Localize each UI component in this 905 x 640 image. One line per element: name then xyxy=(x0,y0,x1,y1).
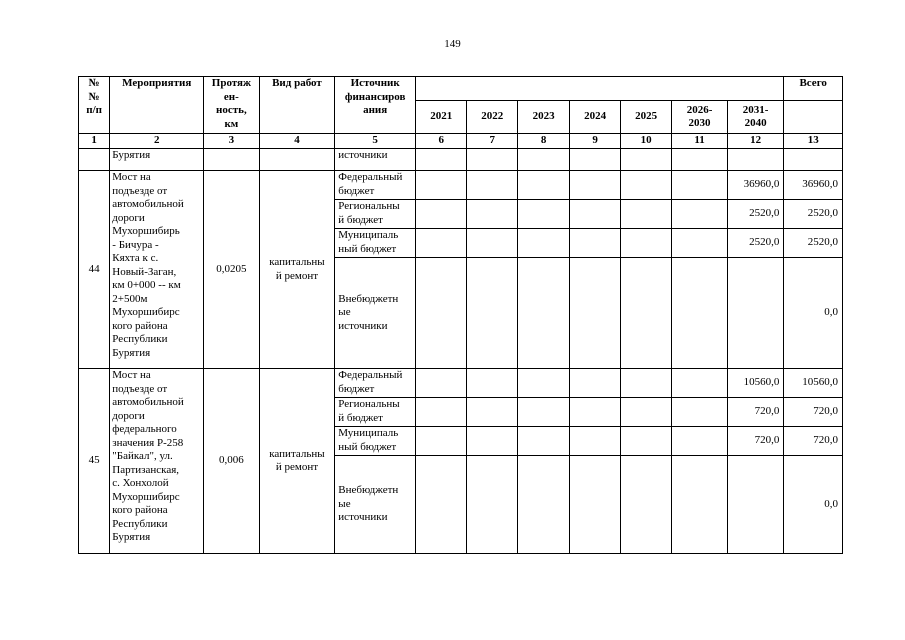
empty-cell xyxy=(517,456,569,554)
header-years-group xyxy=(416,77,784,101)
page-number: 149 xyxy=(444,38,461,50)
value-2031-2040: 720,0 xyxy=(727,427,784,456)
empty-cell xyxy=(620,456,671,554)
source-extrabudgetary: Внебюджетн ые источники xyxy=(335,258,416,369)
column-number: 8 xyxy=(517,134,569,149)
value-total: 2520,0 xyxy=(784,200,843,229)
empty-cell xyxy=(467,398,517,427)
column-number: 13 xyxy=(784,134,843,149)
value-total: 720,0 xyxy=(784,427,843,456)
value-2031-2040 xyxy=(727,456,784,554)
empty-cell xyxy=(416,427,467,456)
empty-cell xyxy=(672,229,728,258)
column-number: 4 xyxy=(259,134,335,149)
empty-cell xyxy=(517,398,569,427)
empty-cell xyxy=(467,171,517,200)
project-num: 45 xyxy=(79,369,110,554)
project-work-type: капитальны й ремонт xyxy=(259,369,335,554)
source-federal: Федеральный бюджет xyxy=(335,369,416,398)
source-regional: Региональны й бюджет xyxy=(335,398,416,427)
column-number: 12 xyxy=(727,134,784,149)
empty-cell xyxy=(620,200,671,229)
table-row xyxy=(79,369,843,398)
empty-cell xyxy=(570,229,620,258)
project-num: 44 xyxy=(79,171,110,369)
empty-cell xyxy=(416,456,467,554)
header-row-top xyxy=(79,77,843,101)
empty-cell xyxy=(416,398,467,427)
empty-cell xyxy=(204,149,260,171)
source-municipal: Муниципаль ный бюджет xyxy=(335,229,416,258)
column-number: 3 xyxy=(204,134,260,149)
empty-cell xyxy=(620,149,671,171)
column-number-row xyxy=(79,134,843,149)
empty-cell xyxy=(620,398,671,427)
carry-over-row xyxy=(79,149,843,171)
empty-cell xyxy=(517,427,569,456)
empty-cell xyxy=(570,171,620,200)
header-year-2022: 2022 xyxy=(467,101,517,134)
financing-table xyxy=(78,76,843,554)
empty-cell xyxy=(620,258,671,369)
empty-cell xyxy=(517,171,569,200)
empty-cell xyxy=(570,258,620,369)
value-2031-2040: 2520,0 xyxy=(727,200,784,229)
empty-cell xyxy=(467,427,517,456)
empty-cell xyxy=(620,427,671,456)
value-2031-2040: 36960,0 xyxy=(727,171,784,200)
empty-cell xyxy=(517,258,569,369)
value-total: 10560,0 xyxy=(784,369,843,398)
empty-cell xyxy=(570,369,620,398)
empty-cell xyxy=(672,398,728,427)
empty-cell xyxy=(416,229,467,258)
empty-cell xyxy=(570,427,620,456)
table-row xyxy=(79,171,843,200)
source-federal: Федеральный бюджет xyxy=(335,171,416,200)
empty-cell xyxy=(784,149,843,171)
header-year-2026-2030: 2026- 2030 xyxy=(672,101,728,134)
value-2031-2040: 10560,0 xyxy=(727,369,784,398)
value-2031-2040: 2520,0 xyxy=(727,229,784,258)
empty-cell xyxy=(416,149,467,171)
empty-cell xyxy=(517,149,569,171)
column-number: 7 xyxy=(467,134,517,149)
empty-cell xyxy=(672,200,728,229)
empty-cell xyxy=(570,456,620,554)
column-number: 6 xyxy=(416,134,467,149)
value-2031-2040: 720,0 xyxy=(727,398,784,427)
empty-cell xyxy=(570,398,620,427)
empty-cell xyxy=(570,149,620,171)
empty-cell xyxy=(727,149,784,171)
empty-cell xyxy=(570,200,620,229)
column-number: 10 xyxy=(620,134,671,149)
header-num: № № п/п xyxy=(79,77,110,134)
column-number: 9 xyxy=(570,134,620,149)
project-work-type: капитальны й ремонт xyxy=(259,171,335,369)
column-number: 11 xyxy=(672,134,728,149)
value-2031-2040 xyxy=(727,258,784,369)
empty-cell xyxy=(467,200,517,229)
value-total: 36960,0 xyxy=(784,171,843,200)
header-year-2031-2040: 2031- 2040 xyxy=(727,101,784,134)
empty-cell xyxy=(672,149,728,171)
empty-cell xyxy=(620,369,671,398)
header-event: Мероприятия xyxy=(110,77,204,134)
empty-cell xyxy=(416,200,467,229)
empty-cell xyxy=(517,229,569,258)
header-total: Всего xyxy=(784,77,843,101)
header-length: Протяж ен- ность, км xyxy=(204,77,260,134)
header-total-blank xyxy=(784,101,843,134)
project-length: 0,006 xyxy=(204,369,260,554)
value-total: 0,0 xyxy=(784,258,843,369)
header-year-2021: 2021 xyxy=(416,101,467,134)
empty-cell xyxy=(620,229,671,258)
source-municipal: Муниципаль ный бюджет xyxy=(335,427,416,456)
empty-cell xyxy=(672,171,728,200)
column-number: 5 xyxy=(335,134,416,149)
value-total: 0,0 xyxy=(784,456,843,554)
header-source: Источник финансиров ания xyxy=(335,77,416,134)
column-number: 1 xyxy=(79,134,110,149)
source-regional: Региональны й бюджет xyxy=(335,200,416,229)
empty-cell xyxy=(517,200,569,229)
empty-cell xyxy=(467,229,517,258)
empty-cell xyxy=(79,149,110,171)
header-year-2025: 2025 xyxy=(620,101,671,134)
empty-cell xyxy=(672,258,728,369)
carry-event: Бурятия xyxy=(110,149,204,171)
empty-cell xyxy=(672,369,728,398)
column-number: 2 xyxy=(110,134,204,149)
value-total: 720,0 xyxy=(784,398,843,427)
empty-cell xyxy=(416,258,467,369)
empty-cell xyxy=(672,456,728,554)
empty-cell xyxy=(467,369,517,398)
header-year-2024: 2024 xyxy=(570,101,620,134)
project-event: Мост на подъезде от автомобильной дороги федерального значения Р-258 "Байкал", ул. Партизанская, с. Хонхолой Мухоршибирс кого района Республики Бурятия xyxy=(110,369,204,554)
empty-cell xyxy=(672,427,728,456)
value-total: 2520,0 xyxy=(784,229,843,258)
empty-cell xyxy=(416,369,467,398)
project-event: Мост на подъезде от автомобильной дороги Мухоршибирь - Бичура - Кяхта к с. Новый-Заган, км 0+000 -- км 2+500м Мухоршибирс кого района Республики Бурятия xyxy=(110,171,204,369)
header-year-2023: 2023 xyxy=(517,101,569,134)
empty-cell xyxy=(467,456,517,554)
project-length: 0,0205 xyxy=(204,171,260,369)
source-extrabudgetary: Внебюджетн ые источники xyxy=(335,456,416,554)
empty-cell xyxy=(517,369,569,398)
empty-cell xyxy=(259,149,335,171)
empty-cell xyxy=(416,171,467,200)
empty-cell xyxy=(467,258,517,369)
empty-cell xyxy=(620,171,671,200)
empty-cell xyxy=(467,149,517,171)
header-work-type: Вид работ xyxy=(259,77,335,134)
carry-source: источники xyxy=(335,149,416,171)
